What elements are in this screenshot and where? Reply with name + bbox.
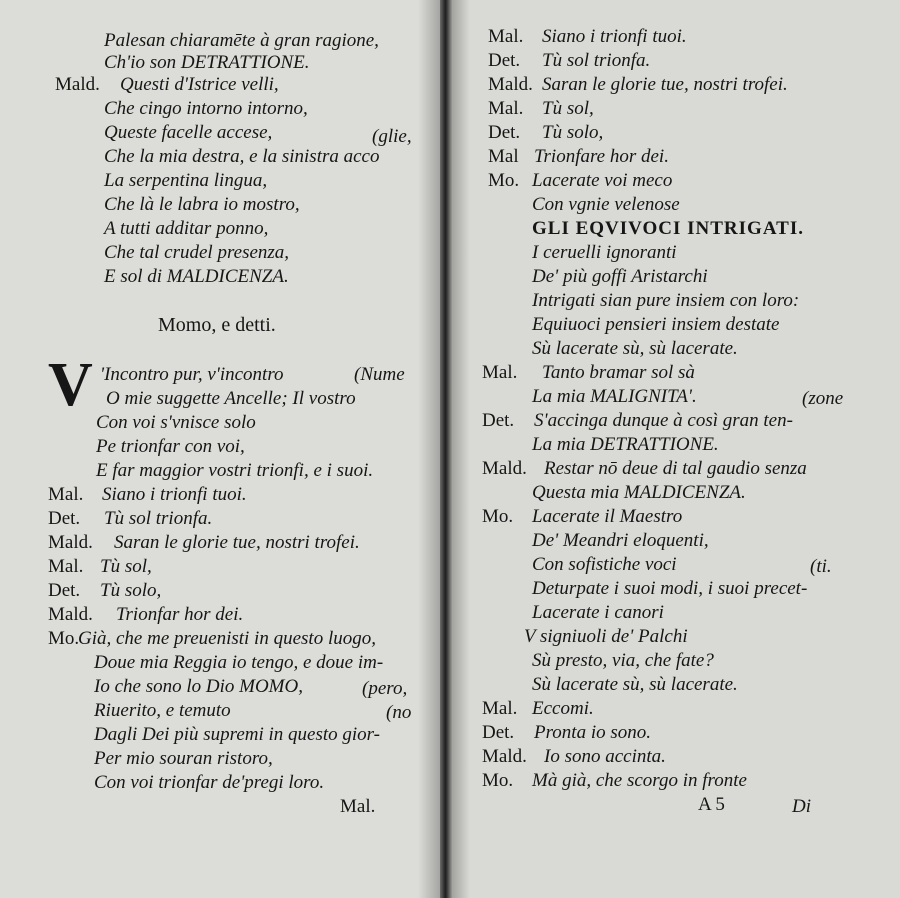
- speaker-label: Mo.: [482, 506, 514, 527]
- verse-line: Tù sol,: [100, 556, 152, 577]
- speaker-label: Mald.: [482, 746, 527, 767]
- verse-line: A tutti additar ponno,: [104, 218, 269, 239]
- margin-turnover: (zone: [802, 388, 844, 409]
- verse-line: Tù solo,: [542, 122, 604, 143]
- speaker-label: Mal.: [482, 362, 518, 383]
- margin-turnover: (pero,: [362, 678, 408, 699]
- verse-line: Io che sono lo Dio MOMO,: [94, 676, 303, 697]
- speaker-label: Mald.: [482, 458, 527, 479]
- verse-line: Saran le glorie tue, nostri trofei.: [542, 74, 788, 95]
- verse-line: Riuerito, e temuto: [94, 700, 231, 721]
- verse-line: Pronta io sono.: [534, 722, 651, 743]
- right-page-gutter-shadow: [452, 0, 470, 898]
- margin-turnover: (glie,: [372, 126, 412, 147]
- verse-line: Con vgnie velenose: [532, 194, 680, 215]
- verse-line: Lacerate i canori: [532, 602, 664, 623]
- verse-line: Che là le labra io mostro,: [104, 194, 300, 215]
- speaker-label: Mald.: [55, 74, 100, 95]
- verse-line: E far maggior vostri trionfi, e i suoi.: [96, 460, 374, 481]
- speaker-label: Det.: [488, 50, 521, 71]
- signature-mark: A 5: [698, 794, 725, 815]
- verse-line: I ceruelli ignoranti: [532, 242, 677, 263]
- verse-line: O mie suggette Ancelle; Il vostro: [106, 388, 356, 409]
- speaker-label: Mald.: [488, 74, 533, 95]
- verse-line: Dagli Dei più supremi in questo gior-: [94, 724, 381, 745]
- verse-line: Sù presto, via, che fate?: [532, 650, 714, 671]
- verse-line: De' più goffi Aristarchi: [532, 266, 708, 287]
- verse-line: De' Meandri eloquenti,: [532, 530, 709, 551]
- verse-line: Questa mia MALDICENZA.: [532, 482, 746, 503]
- verse-line: Trionfar hor dei.: [116, 604, 244, 625]
- margin-turnover: (no: [386, 702, 412, 723]
- verse-line: Io sono accinta.: [544, 746, 666, 767]
- verse-line: Con sofistiche voci: [532, 554, 677, 575]
- verse-line: Siano i trionfi tuoi.: [102, 484, 247, 505]
- margin-turnover: (ti.: [810, 556, 832, 577]
- verse-line: Sù lacerate sù, sù lacerate.: [532, 674, 738, 695]
- speaker-label: Mal.: [488, 26, 524, 47]
- verse-line: V signiuoli de' Palchi: [524, 626, 688, 647]
- right-page: [452, 0, 900, 898]
- speaker-label: Mal.: [488, 98, 524, 119]
- verse-line: Tù solo,: [100, 580, 162, 601]
- verse-line: Tanto bramar sol sà: [542, 362, 695, 383]
- left-page: [0, 0, 440, 898]
- verse-line: Lacerate voi meco: [532, 170, 673, 191]
- verse-line: Palesan chiaramēte à gran ragione,: [104, 30, 379, 51]
- verse-line: La mia DETRATTIONE.: [532, 434, 719, 455]
- drop-capital: V: [48, 351, 93, 419]
- speaker-label: Mald.: [48, 532, 93, 553]
- verse-line: Con voi s'vnisce solo: [96, 412, 256, 433]
- verse-line: E sol di MALDICENZA.: [104, 266, 289, 287]
- verse-line: Trionfare hor dei.: [534, 146, 669, 167]
- verse-line: La mia MALIGNITA'.: [532, 386, 697, 407]
- book-gutter: [440, 0, 452, 898]
- speaker-label: Mo.: [48, 628, 80, 649]
- verse-line: Deturpate i suoi modi, i suoi precet-: [532, 578, 808, 599]
- verse-line: Tù sol trionfa.: [104, 508, 213, 529]
- verse-line: GLI EQVIVOCI INTRIGATI.: [532, 218, 804, 239]
- margin-turnover: (Nume: [354, 364, 405, 385]
- speaker-label: Det.: [48, 580, 81, 601]
- verse-line: Saran le glorie tue, nostri trofei.: [114, 532, 360, 553]
- verse-line: Sù lacerate sù, sù lacerate.: [532, 338, 738, 359]
- verse-line: 'Incontro pur, v'incontro: [100, 364, 284, 385]
- catchword: Di: [792, 796, 811, 817]
- verse-line: Eccomi.: [532, 698, 594, 719]
- verse-line: Pe trionfar con voi,: [96, 436, 245, 457]
- speaker-label: Mal: [488, 146, 519, 167]
- verse-line: Siano i trionfi tuoi.: [542, 26, 687, 47]
- catchword: Mal.: [340, 796, 376, 817]
- verse-line: Con voi trionfar de'pregi loro.: [94, 772, 325, 793]
- verse-line: Equiuoci pensieri insiem destate: [532, 314, 780, 335]
- verse-line: Per mio souran ristoro,: [94, 748, 273, 769]
- speaker-label: Det.: [482, 410, 515, 431]
- verse-line: Tù sol trionfa.: [542, 50, 651, 71]
- speaker-label: Mal.: [48, 484, 84, 505]
- speaker-label: Det.: [488, 122, 521, 143]
- speaker-label: Mal.: [482, 698, 518, 719]
- verse-line: Che tal crudel presenza,: [104, 242, 290, 263]
- scene-heading: Momo, e detti.: [158, 314, 276, 336]
- verse-line: Tù sol,: [542, 98, 594, 119]
- verse-line: Doue mia Reggia io tengo, e doue im-: [94, 652, 384, 673]
- verse-line: Già, che me preuenisti in questo luogo,: [78, 628, 376, 649]
- speaker-label: Mo.: [488, 170, 520, 191]
- verse-line: Questi d'Istrice velli,: [120, 74, 279, 95]
- verse-line: Che cingo intorno intorno,: [104, 98, 308, 119]
- verse-line: Ch'io son DETRATTIONE.: [104, 52, 310, 73]
- verse-line: Queste facelle accese,: [104, 122, 273, 143]
- verse-line: Mà già, che scorgo in fronte: [532, 770, 747, 791]
- speaker-label: Det.: [48, 508, 81, 529]
- verse-line: Restar nō deue di tal gaudio senza: [544, 458, 807, 479]
- verse-line: S'accinga dunque à così gran ten-: [534, 410, 793, 431]
- verse-line: La serpentina lingua,: [104, 170, 268, 191]
- verse-line: Che la mia destra, e la sinistra acco: [104, 146, 380, 167]
- left-page-gutter-shadow: [418, 0, 440, 898]
- speaker-label: Det.: [482, 722, 515, 743]
- speaker-label: Mo.: [482, 770, 514, 791]
- verse-line: Lacerate il Maestro: [532, 506, 683, 527]
- verse-line: Intrigati sian pure insiem con loro:: [532, 290, 800, 311]
- speaker-label: Mald.: [48, 604, 93, 625]
- speaker-label: Mal.: [48, 556, 84, 577]
